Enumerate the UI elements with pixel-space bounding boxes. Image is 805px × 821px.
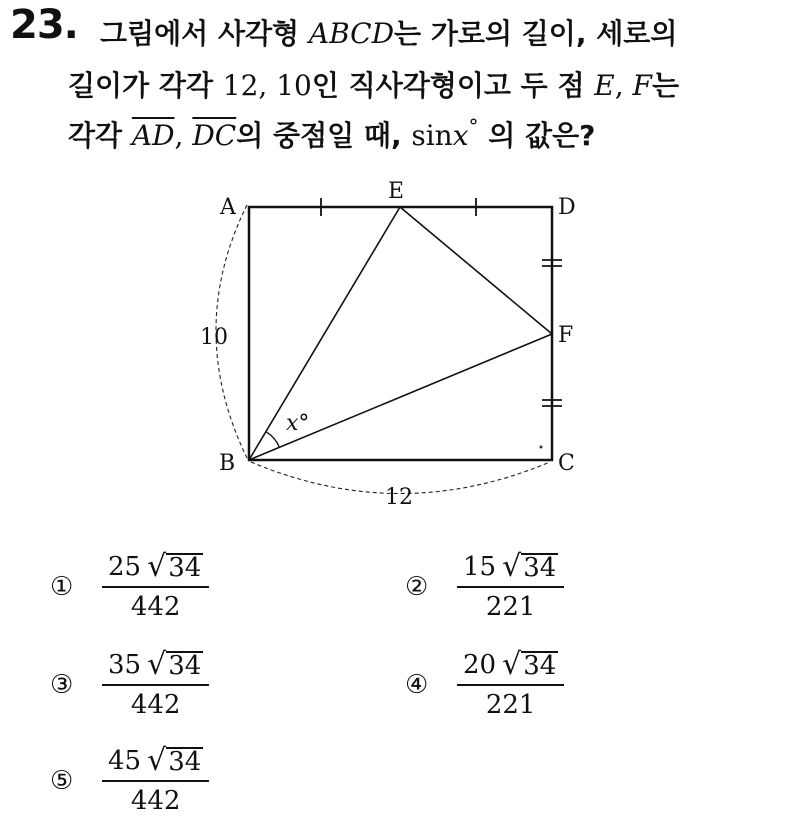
sqrt-icon: √ <box>502 549 522 584</box>
label-c: C <box>558 451 575 476</box>
q2-text-e: 인 직사각형이고 두 점 <box>311 69 595 102</box>
q1-text-c: 는 가로의 길이, 세로의 <box>394 17 678 50</box>
sqrt-icon: √ <box>147 743 167 778</box>
choice-2-mark: ② <box>405 572 429 602</box>
q3-text-e: 의 중점일 때, <box>236 119 412 152</box>
choice-2-denominator: 221 <box>485 592 536 622</box>
choice-3-fraction <box>102 647 209 720</box>
q3-comma: , <box>174 119 193 152</box>
sqrt-icon: √ <box>147 647 167 682</box>
choice-2[interactable] <box>405 549 564 622</box>
label-angle-x: x° <box>286 411 310 436</box>
choice-3-denominator: 442 <box>130 690 181 720</box>
sqrt-icon: √ <box>147 549 167 584</box>
q2-math-10: 10 <box>276 69 312 102</box>
segment-bf <box>249 334 552 460</box>
choice-5-radicand: 34 <box>168 746 202 777</box>
choice-2-coef: 15 <box>463 552 497 582</box>
q2-math-f: F <box>632 69 652 102</box>
label-d: D <box>558 195 576 220</box>
label-b: B <box>219 451 236 476</box>
sqrt-icon: √ <box>502 647 522 682</box>
label-f: F <box>558 323 574 348</box>
q2-text-i: 는 <box>651 69 680 102</box>
choice-3[interactable] <box>50 647 209 720</box>
choice-4-fraction <box>457 647 564 720</box>
q2-math-12: 12 <box>222 69 259 102</box>
q2-comma: , <box>258 69 277 102</box>
choice-1[interactable] <box>50 549 209 622</box>
q1-text-a: 그림에서 사각형 <box>100 17 309 50</box>
q3-math-dc: $\overline{DC}$ <box>192 119 237 152</box>
question-number: 23. <box>10 2 78 48</box>
choice-5-denominator: 442 <box>130 786 181 816</box>
choice-4-mark: ④ <box>405 670 429 700</box>
q3-degree: ° <box>468 114 479 138</box>
choice-2-fraction <box>457 549 564 622</box>
q2-math-e: E <box>594 69 615 102</box>
q2-text-a: 길이가 각각 <box>68 69 223 102</box>
choice-5-coef: 45 <box>108 746 142 776</box>
choice-5-fraction <box>102 743 209 816</box>
choice-4-coef: 20 <box>463 650 497 680</box>
angle-arc-x <box>266 432 279 448</box>
choice-4-denominator: 221 <box>485 690 536 720</box>
choice-3-radicand: 34 <box>168 650 202 681</box>
choice-1-fraction <box>102 549 209 622</box>
q2-comma-2: , <box>614 69 633 102</box>
choice-4[interactable] <box>405 647 564 720</box>
q3-math-ad: $\overline{AD}$ <box>131 119 175 152</box>
label-e: E <box>388 179 405 204</box>
q3-math-x: x <box>452 119 469 152</box>
choice-3-coef: 35 <box>108 650 142 680</box>
q3-text-i: 의 값은? <box>478 119 596 152</box>
choice-5[interactable] <box>50 743 209 816</box>
choice-1-mark: ① <box>50 572 74 602</box>
segment-be <box>249 207 400 460</box>
right-angle-dot <box>540 446 543 449</box>
label-side-10: 10 <box>200 325 228 350</box>
segment-ef <box>400 207 552 334</box>
choice-5-mark: ⑤ <box>50 766 74 796</box>
label-a: A <box>220 195 236 220</box>
choice-1-radicand: 34 <box>168 552 202 583</box>
label-bottom-12: 12 <box>385 485 413 510</box>
choice-3-mark: ③ <box>50 670 74 700</box>
q3-text-a: 각각 <box>68 119 132 152</box>
choice-2-radicand: 34 <box>523 552 557 583</box>
choice-4-radicand: 34 <box>523 650 557 681</box>
choice-1-denominator: 442 <box>130 592 181 622</box>
q3-math-sin: sin <box>411 119 453 152</box>
q1-math-abcd: ABCD <box>308 17 395 50</box>
choice-1-coef: 25 <box>108 552 142 582</box>
